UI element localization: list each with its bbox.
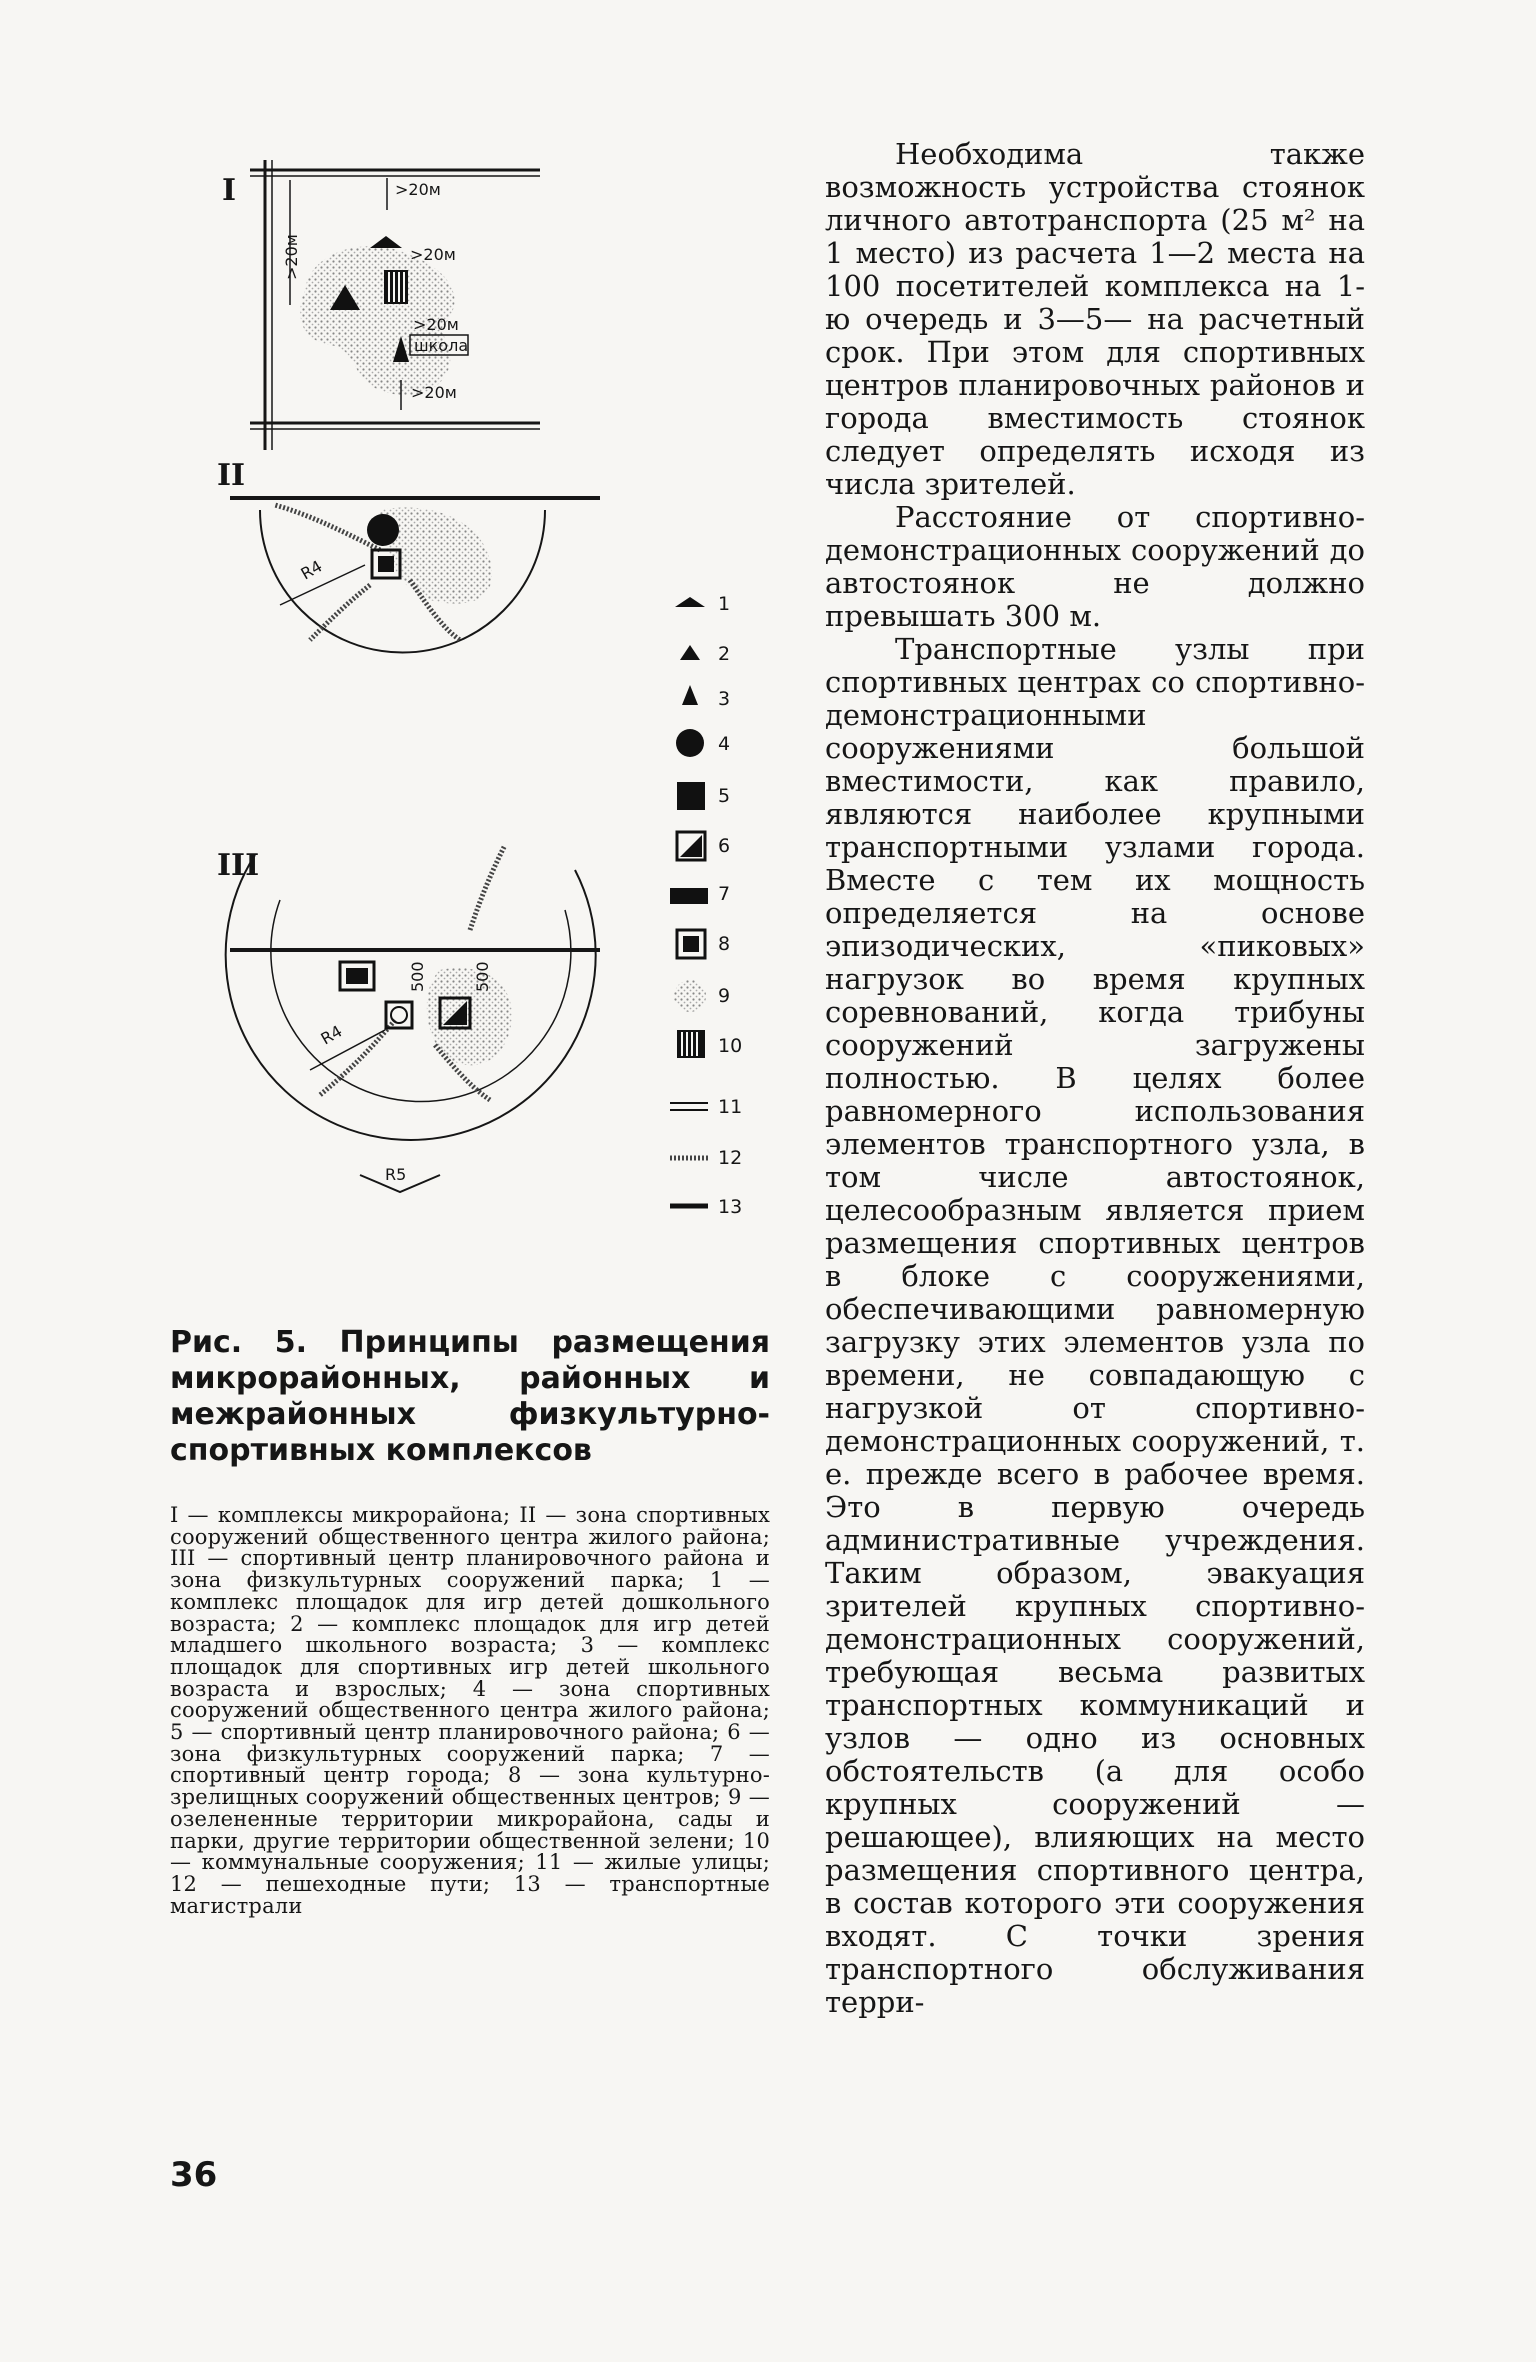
pedestrian-path-2a [275, 505, 380, 550]
radius-circle-3 [226, 855, 596, 1140]
radius-4-label-3: R4 [317, 1021, 346, 1049]
roman-label-1: I [222, 173, 237, 208]
legend-symbol-8-inner [683, 936, 699, 952]
legend-label-9: 9 [718, 985, 731, 1007]
green-zone-2 [380, 507, 492, 603]
scheme-2 [217, 458, 600, 653]
radius-4-label: R4 [297, 556, 326, 584]
scheme-3 [217, 845, 600, 1192]
legend-label-7: 7 [718, 883, 731, 905]
legend-label-13: 13 [718, 1196, 743, 1218]
culture-zone-inner [378, 556, 394, 572]
playground-preschool-icon [370, 236, 402, 248]
radius-5-label: R5 [385, 1165, 407, 1184]
scheme-1 [222, 160, 540, 450]
legend-label-11: 11 [718, 1096, 743, 1118]
legend-label-3: 3 [718, 688, 731, 710]
page-number: 36 [170, 2155, 218, 2195]
legend-symbol-4 [676, 729, 704, 757]
figure-caption-body: I — комплексы микрорайона; II — зона спортивных сооружений общественного центра жилого района; III — спортивный центр планировочного района и зона физкультурных сооружений парка; 1 — комплекс площадок для игр детей дошкольного возраста; 2 — комплекс площадок для игр детей младшего школьного возраста; 3 — комплекс площадок для спортивных игр детей школьного возраста и взрослых; 4 — зона спортивных сооружений общественного центра жилого района; 5 — спортивный центр планировочного района; 6 — зона физкультурных сооружений парка; 7 — спортивный центр города; 8 — зона культурно-зрелищных сооружений общественных центров; 9 — озелененные территории микрорайона, сады и парки, другие территории общественной зелени; 10 — коммунальные сооружения; 11 — жилые улицы; 12 — пешеходные пути; 13 — транспортные магистрали [170, 1503, 770, 1918]
legend-label-2: 2 [718, 643, 731, 665]
city-sports-center-inner [391, 1007, 407, 1023]
figure-caption-title: Рис. 5. Принципы размещения микрорайонных, районных и межрайонных физкультурно-спортивных комплексов [170, 1325, 770, 1468]
district-center-icon [367, 514, 399, 546]
legend-label-5: 5 [718, 785, 731, 807]
roman-label-2: II [217, 458, 246, 493]
legend-symbol-5 [677, 782, 705, 810]
dim-vertical-20-label: >20м [282, 234, 301, 280]
paragraph-parking: Необходима также возможность устройства стоянок личного автотранспорта (25 м² на 1 место) из расчета 1—2 места на 100 посетителей комплекса на 1-ю очередь и 3—5— на расчетный срок. При этом для спортивных центров планировочных районов и города вместимость стоянок следует определять исходя из числа зрителей. [825, 137, 1365, 501]
legend [670, 593, 742, 1218]
dim-bottom-20-label: >20м [411, 383, 457, 402]
dim-school-20-label: >20м [413, 315, 459, 334]
dim-top-20-label: >20м [395, 180, 441, 199]
pedestrian-path-3a [470, 845, 505, 930]
dim-500-a: 500 [408, 961, 427, 992]
city-sports-center-icon [386, 1002, 412, 1028]
legend-label-1: 1 [718, 593, 731, 615]
culture-zone-inner-3 [346, 968, 368, 984]
legend-label-6: 6 [718, 835, 731, 857]
legend-symbol-2 [680, 645, 700, 660]
legend-symbol-9 [674, 980, 706, 1012]
legend-label-10: 10 [718, 1035, 743, 1057]
legend-symbol-1 [675, 597, 705, 607]
school-label: школа [414, 336, 469, 355]
dim-500-b: 500 [473, 961, 492, 992]
paragraph-transport: Транспортные узлы при спортивных центрах со спортивно-демонстрационными сооружениями большой вместимости, как правило, являются наиболее крупными транспортными узлами города. Вместе с тем их мощность определяется на основе эпизодических, «пиковых» нагрузок во время крупных соревнований, когда трибуны сооружений загружены полностью. В целях более равномерного использования элементов транспортного узла, в том числе автостоянок, целесообразным является прием размещения спортивных центров в блоке с сооружениями, обеспечивающими равномерную загрузку этих элементов узла по времени, не совпадающую с нагрузкой от спортивно-демонстрационных сооружений, т. е. прежде всего в рабочее время. Это в первую очередь административные учреждения. Таким образом, эвакуация зрителей крупных спортивно-демонстрационных сооружений, требующая весьма развитых транспортных коммуникаций и узлов — одно из основных обстоятельств (а для особо крупных сооружений — решающее), влияющих на место размещения спортивного центра, в состав которого эти сооружения входят. С точки зрения транспортного обслуживания терри- [825, 632, 1365, 2019]
inner-circle-3 [271, 900, 571, 1102]
legend-symbol-6-fill [680, 835, 702, 857]
figure-5 [170, 140, 790, 1240]
dim-mid-20-label: >20м [410, 245, 456, 264]
legend-label-8: 8 [718, 933, 731, 955]
legend-symbol-3 [682, 685, 698, 705]
pedestrian-path-2b [310, 585, 370, 640]
legend-symbol-7 [670, 888, 708, 904]
legend-label-4: 4 [718, 733, 731, 755]
main-text-column [825, 138, 1365, 2019]
legend-label-12: 12 [718, 1147, 743, 1169]
roman-label-3: III [217, 848, 260, 883]
paragraph-distance: Расстояние от спортивно-демонстрационных сооружений до автостоянок не должно превышать 300 м. [825, 500, 1365, 633]
figure-diagram [170, 140, 790, 1240]
